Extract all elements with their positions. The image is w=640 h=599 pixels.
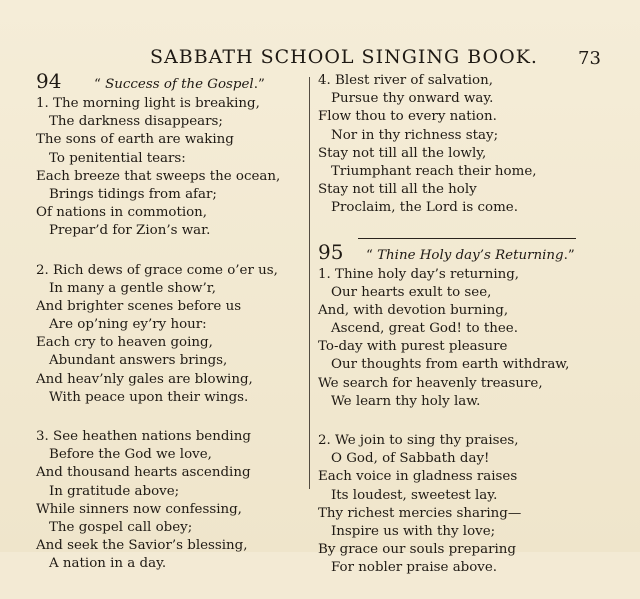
verse-line: And thousand hearts ascending	[36, 465, 251, 481]
verse-line: Our thoughts from earth withdraw,	[331, 357, 570, 373]
hymn-separator	[358, 238, 576, 239]
verse-line: For nobler praise above.	[331, 560, 498, 576]
verse-line: With peace upon their wings.	[49, 389, 249, 405]
verse-line: Inspire us with thy love;	[331, 523, 496, 539]
verse-line: Flow thou to every nation.	[318, 109, 497, 125]
verse-line: Abundant answers brings,	[49, 353, 228, 369]
verse-line: To penitential tears:	[49, 150, 186, 166]
hymn-95-heading	[318, 239, 636, 265]
stanza	[318, 266, 636, 412]
verse-line: The gospel call obey;	[49, 519, 193, 535]
verse-line: Each voice in gladness raises	[318, 469, 518, 485]
verse-line: Each breeze that sweeps the ocean,	[36, 168, 281, 184]
left-column	[36, 69, 302, 595]
verse-line: Thy richest mercies sharing—	[318, 505, 522, 521]
column-divider	[309, 77, 310, 489]
verse-line: 3. See heathen nations bending	[36, 429, 251, 444]
verse-line: A nation in a day.	[49, 556, 167, 572]
verse-line: Stay not till all the lowly,	[318, 145, 487, 161]
verse-line: Pursue thy onward way.	[331, 91, 494, 107]
verse-line: Stay not till all the holy	[318, 182, 477, 198]
stanza	[318, 432, 636, 578]
verse-line: By grace our souls preparing	[318, 542, 516, 558]
verse-line: 1. Thine holy day’s returning,	[318, 266, 520, 282]
running-head: SABBATH SCHOOL SINGING BOOK.	[150, 46, 538, 68]
verse-line: Each cry to heaven going,	[36, 335, 213, 351]
hymn-94-heading	[36, 69, 302, 94]
verse-line: We search for heavenly treasure,	[318, 375, 543, 391]
verse-line: Our hearts exult to see,	[331, 284, 492, 300]
right-column	[318, 72, 636, 599]
verse-line: Of nations in commotion,	[36, 205, 208, 221]
verse-line: 2. We join to sing thy praises,	[318, 433, 519, 448]
verse-line: Prepar’d for Zion’s war.	[49, 223, 211, 239]
stanza	[36, 95, 302, 241]
hymn-number: 94	[36, 69, 62, 93]
verse-line: We learn thy holy law.	[331, 393, 481, 409]
hymn-title: “ Thine Holy day’s Returning.”	[366, 247, 575, 263]
verse-line: And brighter scenes before us	[36, 298, 242, 314]
verse-line: And, with devotion burning,	[318, 302, 509, 318]
verse-line: 2. Rich dews of grace come o’er us,	[36, 262, 278, 278]
verse-line: Triumphant reach their home,	[331, 163, 537, 179]
verse-line: Brings tidings from afar;	[49, 186, 217, 202]
verse-line: Its loudest, sweetest lay.	[331, 487, 498, 503]
verse-line: In many a gentle show’r,	[49, 280, 216, 296]
verse-line: O God, of Sabbath day!	[331, 451, 490, 467]
verse-line: And heav’nly gales are blowing,	[36, 371, 253, 387]
verse-line: The sons of earth are waking	[36, 132, 234, 148]
stanza	[36, 262, 302, 408]
verse-line: Are op’ning ey’ry hour:	[49, 317, 207, 333]
stanza	[318, 72, 636, 218]
hymn-number: 95	[318, 239, 344, 264]
hymn-title: “ Success of the Gospel.”	[94, 77, 265, 92]
verse-line: Before the God we love,	[49, 447, 212, 463]
verse-line: Ascend, great God! to thee.	[331, 321, 518, 337]
verse-line: 4. Blest river of salvation,	[318, 73, 493, 88]
verse-line: While sinners now confessing,	[36, 501, 242, 517]
verse-line: Nor in thy richness stay;	[331, 127, 499, 143]
verse-line: In gratitude above;	[49, 483, 180, 499]
page-number: 73	[578, 48, 601, 69]
verse-line: The darkness disappears;	[49, 114, 223, 130]
verse-line: Proclaim, the Lord is come.	[331, 200, 518, 216]
verse-line: 1. The morning light is breaking,	[36, 96, 260, 111]
verse-line: To-day with purest pleasure	[318, 339, 508, 355]
verse-line: And seek the Savior’s blessing,	[36, 538, 248, 554]
